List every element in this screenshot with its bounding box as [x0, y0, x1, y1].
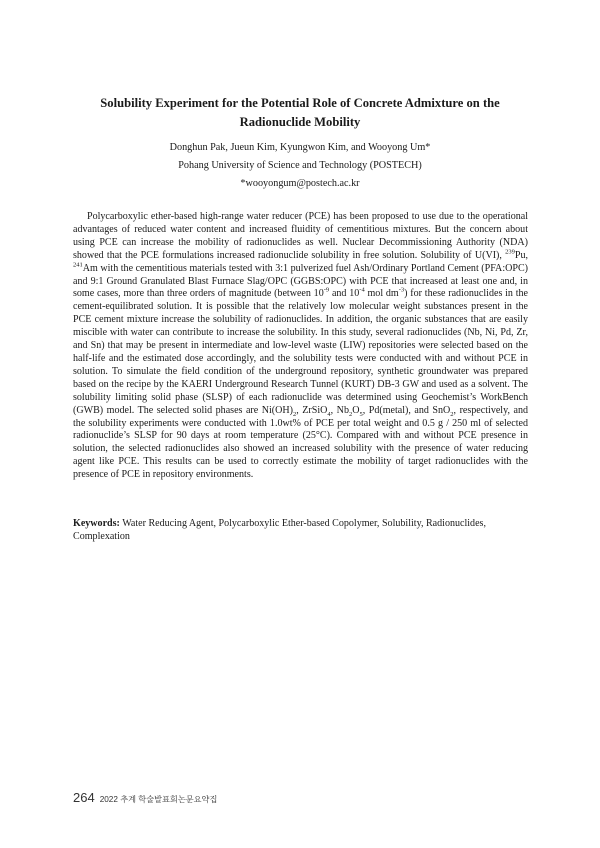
keywords-list: Water Reducing Agent, Polycarboxylic Ether-based Copolymer, Solubility, Radionuclides, Complexation: [73, 518, 486, 542]
publication-name: 2022 추계 학술발표회논문요약집: [99, 795, 218, 804]
keywords-label: Keywords:: [73, 518, 120, 529]
contact-email: *wooyongum@postech.ac.kr: [240, 178, 360, 189]
keywords: [73, 517, 528, 543]
page-footer: [73, 790, 217, 805]
author-list: Donghun Pak, Jueun Kim, Kyungwon Kim, and Wooyong Um*: [169, 142, 431, 153]
abstract-body: Polycarboxylic ether-based high-range water reducer (PCE) has been proposed to use due to the operational advantages of reduced water content and increased fluidity of cementitious mixtures. But the concern about using PCE can increase the mobility of radionuclides as well. Nuclear Decommissioning Authority (NDA) showed that the PCE formulations increased radionuclide solubility in free solution. Solubility of U(VI), $^{239}$Pu, $^{241}$Am with the cementitious materials tested with 3:1 pulverized fuel Ash/Ordinary Portland Cement (PFA:OPC) and 9:1 Ground Granulated Blast Furnace Slag/OPC (GGBS:OPC) with PCE that increased at least one and, in some cases, more than three orders of magnitude (between $10^{-9}$ and $10^{-4}$ mol $dm^{-3}$) for these radionuclides in the cement-equilibrated solution. It is possible that the relatively low molecular weight substances present in the PCE cement mixture increase the solubility of radionuclides. In addition, the organic substances that are easily miscible with water can contribute to increase the solubility. In this study, several radionuclides (Nb, Ni, Pd, Zr, and Sn) that may be present in intermediate and low-level waste (LIW) repositories were selected based on the half-life and the estimated dose accordingly, and the solubility tests were conducted with and without PCE in solution. To simulate the field condition of the underground repository, synthetic groundwater was prepared based on the recipe by the KAERI Underground Research Tunnel (KURT) DB-3 GW and used as a solvent. The solubility limiting solid phase (SLSP) of each radionuclide was determined using Geochemist’s WorkBench (GWB) model. The selected solid phases are $Ni(OH)_2$, ZrSiO$_4$, $Nb_2O_5$, Pd(metal), and SnO$_2$, respectively, and the solubility experiments were conducted with 1.0wt% of PCE per total weight and 0.5 g / 250 ml of selected radionuclide’s SLSP for 90 days at room temperature (25°C). Compared with and without PCE presence in solution, the selected radionuclides also showed an increased solubility with the presence of water reducing agent like PCE. This results can be used to correctly estimate the mobility of target radionuclides with the presence of PCE in repository environments.: [73, 211, 529, 481]
paper-title: Solubility Experiment for the Potential Role of Concrete Admixture on the Radionuclide Mobility: [100, 96, 500, 130]
page-number: 264: [73, 790, 95, 805]
affiliation: Pohang University of Science and Technology (POSTECH): [178, 160, 422, 171]
